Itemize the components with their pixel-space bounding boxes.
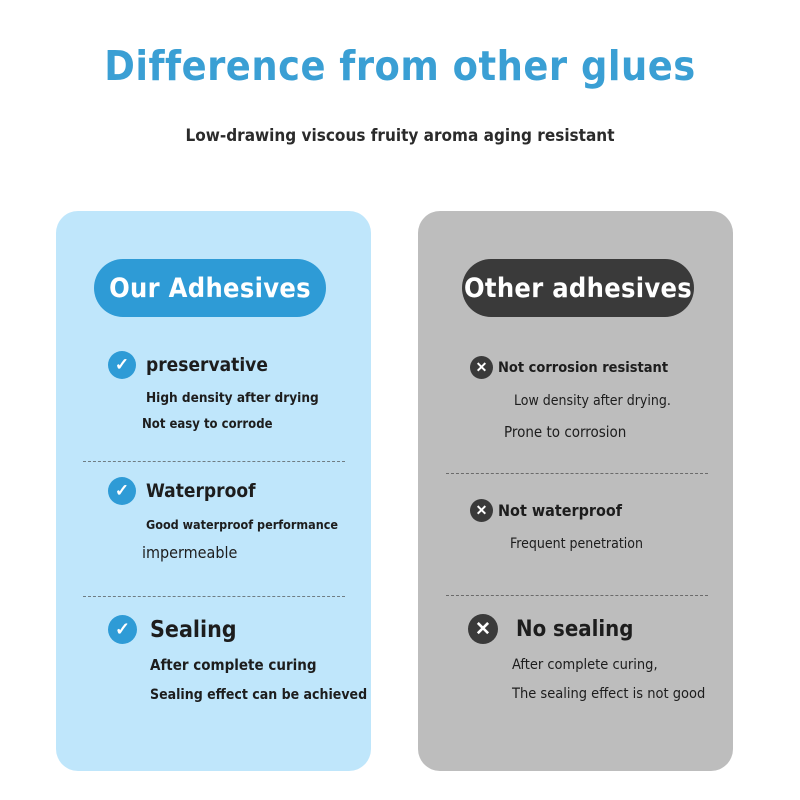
feature-line: Prone to corrosion xyxy=(504,423,627,441)
feature-not-corrosion-resistant xyxy=(418,356,733,441)
feature-not-waterproof xyxy=(418,499,733,552)
feature-line: After complete curing xyxy=(150,656,317,674)
page-subtitle: Low-drawing viscous fruity aroma aging resistant xyxy=(185,126,615,146)
feature-title: Sealing xyxy=(150,616,237,643)
cross-icon: ✕ xyxy=(470,499,493,522)
feature-title: Not waterproof xyxy=(498,501,623,520)
panel-our-adhesives xyxy=(56,211,371,771)
feature-line: Frequent penetration xyxy=(510,536,643,552)
feature-line: Low density after drying. xyxy=(514,393,671,409)
badge-label: Our Adhesives xyxy=(109,272,311,304)
feature-line: High density after drying xyxy=(146,390,319,406)
feature-line: impermeable xyxy=(142,543,238,562)
feature-preservative xyxy=(56,351,371,432)
feature-line: Good waterproof performance xyxy=(146,517,339,532)
feature-no-sealing xyxy=(418,614,733,702)
badge-label: Other adhesives xyxy=(463,272,693,304)
page-title: Difference from other glues xyxy=(104,42,696,90)
feature-line: Sealing effect can be achieved xyxy=(150,687,368,703)
feature-title: preservative xyxy=(146,354,268,376)
cross-icon: ✕ xyxy=(468,614,498,644)
panel-other-adhesives xyxy=(418,211,733,771)
badge-our-adhesives xyxy=(94,259,326,317)
feature-line: After complete curing, xyxy=(512,657,658,673)
divider xyxy=(83,461,345,462)
feature-sealing xyxy=(56,615,371,703)
divider xyxy=(446,473,708,474)
divider xyxy=(446,595,708,596)
cross-icon: ✕ xyxy=(470,356,493,379)
feature-line: The sealing effect is not good xyxy=(512,686,706,702)
feature-waterproof xyxy=(56,477,371,562)
check-icon: ✓ xyxy=(108,351,136,379)
feature-title: No sealing xyxy=(516,616,634,642)
feature-line: Not easy to corrode xyxy=(142,417,273,432)
badge-other-adhesives xyxy=(462,259,694,317)
check-icon: ✓ xyxy=(108,477,136,505)
feature-title: Not corrosion resistant xyxy=(498,359,669,376)
feature-title: Waterproof xyxy=(146,480,256,502)
check-icon: ✓ xyxy=(108,615,137,644)
divider xyxy=(83,596,345,597)
